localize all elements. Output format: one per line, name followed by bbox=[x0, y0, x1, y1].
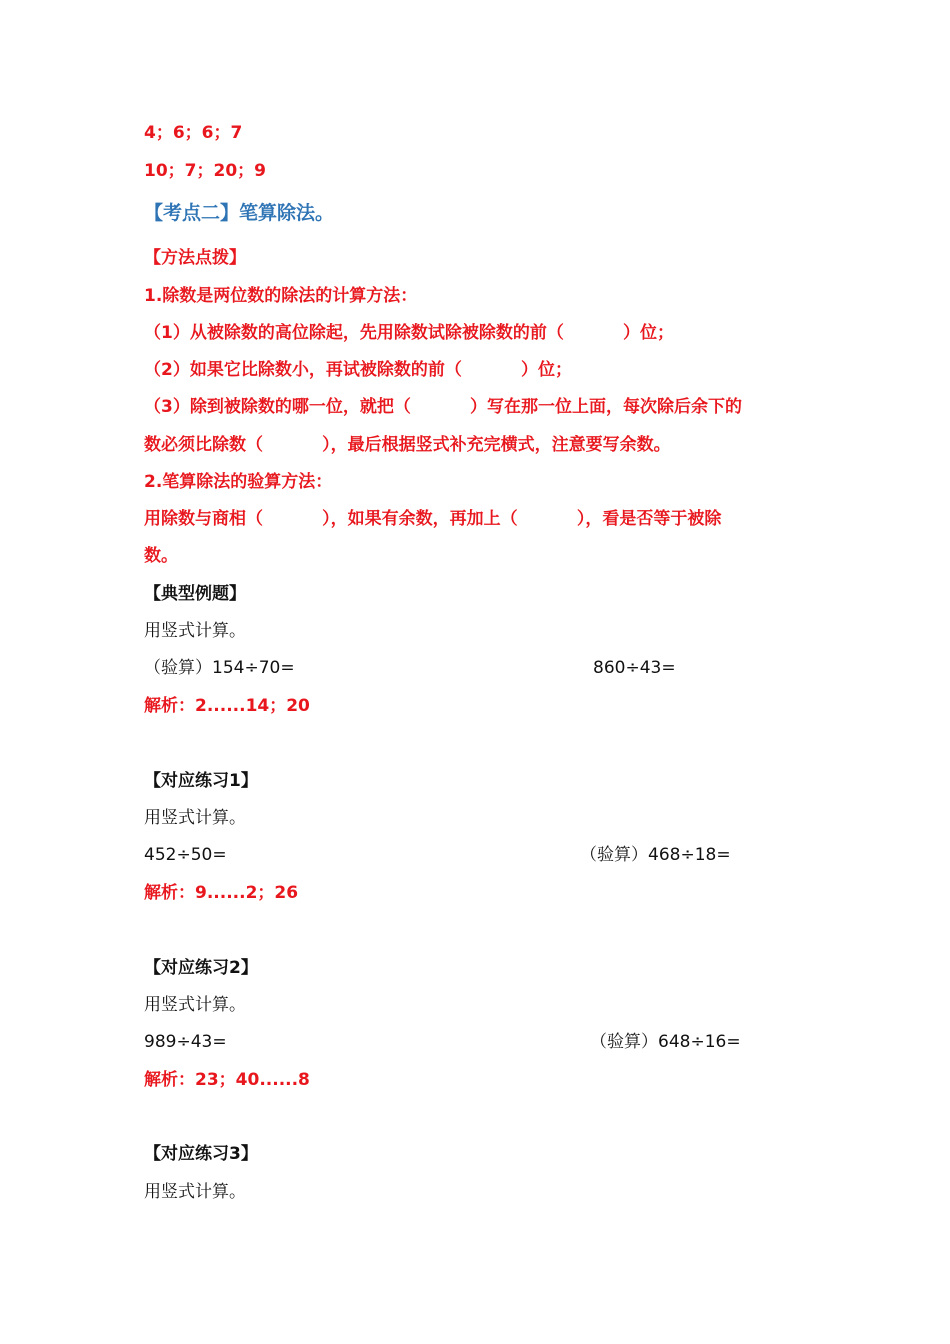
practice2-heading: 【对应练习2】 bbox=[144, 958, 258, 978]
example-heading: 【典型例题】 bbox=[144, 584, 246, 604]
practice1-question-2: （验算）468÷18= bbox=[580, 845, 731, 865]
practice1-heading: 【对应练习1】 bbox=[144, 771, 258, 791]
section-title-text: 笔算除法。 bbox=[239, 202, 335, 224]
example-question-2: 860÷43= bbox=[593, 658, 676, 678]
practice2-question-2: （验算）648÷16= bbox=[590, 1032, 741, 1052]
practice2-instruction: 用竖式计算。 bbox=[144, 995, 246, 1015]
method-p3: （2）如果它比除数小，再试被除数的前（ ）位； bbox=[144, 360, 573, 380]
practice2-answer: 解析：23；40......8 bbox=[144, 1070, 310, 1090]
practice3-instruction: 用竖式计算。 bbox=[144, 1182, 246, 1202]
practice1-answer: 解析：9......2；26 bbox=[144, 883, 299, 903]
section-title-bracket: 【考点二】 bbox=[144, 202, 240, 224]
example-instruction: 用竖式计算。 bbox=[144, 621, 246, 641]
example-answer: 解析：2......14；20 bbox=[144, 696, 310, 716]
answer-line-2: 10；7；20；9 bbox=[144, 161, 266, 181]
method-p5: 数必须比除数（ ），最后根据竖式补充完横式，注意要写余数。 bbox=[144, 435, 671, 455]
practice3-heading: 【对应练习3】 bbox=[144, 1144, 258, 1164]
method-heading: 【方法点拨】 bbox=[144, 248, 246, 268]
method-p1: 1.除数是两位数的除法的计算方法： bbox=[144, 286, 418, 306]
practice2-question-1: 989÷43= bbox=[144, 1032, 227, 1052]
method-p2: （1）从被除数的高位除起，先用除数试除被除数的前（ ）位； bbox=[144, 323, 675, 343]
method-p6: 2.笔算除法的验算方法： bbox=[144, 472, 333, 492]
answer-line-1: 4；6；6；7 bbox=[144, 123, 243, 143]
method-p8: 数。 bbox=[144, 546, 178, 566]
method-p4: （3）除到被除数的哪一位，就把（ ）写在那一位上面，每次除后余下的 bbox=[144, 397, 743, 417]
practice1-instruction: 用竖式计算。 bbox=[144, 808, 246, 828]
method-p7: 用除数与商相（ ），如果有余数，再加上（ ），看是否等于被除 bbox=[144, 509, 722, 529]
section-title bbox=[144, 202, 334, 224]
example-question-1: （验算）154÷70= bbox=[144, 658, 295, 678]
practice1-question-1: 452÷50= bbox=[144, 845, 227, 865]
